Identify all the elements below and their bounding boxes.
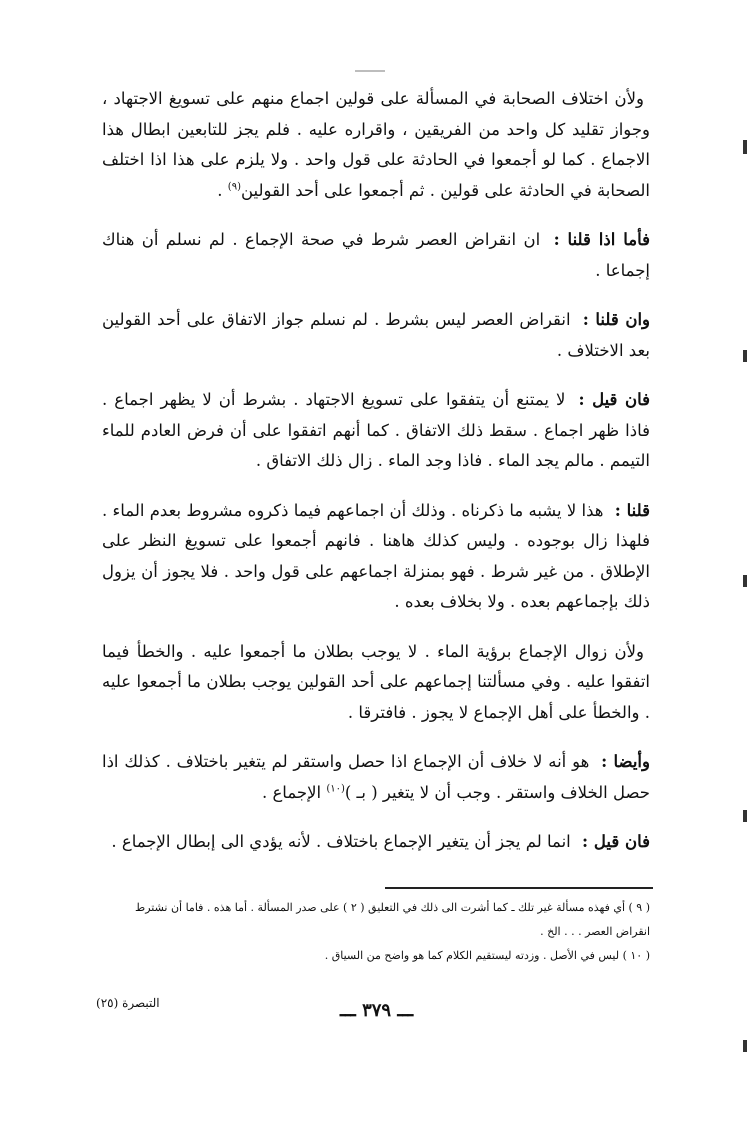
paragraph-end: الإجماع . (261, 782, 327, 802)
paragraph-end: . (217, 180, 228, 200)
paragraph-6 (102, 637, 650, 729)
paragraph-2 (102, 225, 650, 286)
paragraph-text: لا يمتنع أن يتفقوا على تسويغ الاجتهاد . بشرط أن لا يظهر اجماع . فاذا ظهر اجماع . سقط ذلك الاتفاق . كما أنهم اتفقوا على أن فرض العادم للماء التيمم . مالم يجد الماء . فاذا وجد الماء . زال ذلك الاتفاق . (102, 390, 650, 470)
page-number: ـــ ٣٧٩ ـــ (340, 1000, 414, 1021)
footnote-9: ( ٩ ) أي فهذه مسألة غير تلك ـ كما أشرت الى ذلك في التعليق ( ٢ ) على صدر المسألة . أما هذه . فاما أن نشترط انقراض العصر . . . الخ . (135, 901, 650, 938)
paragraph-lead: فان قيل : (582, 832, 650, 851)
footnote-10: ( ١٠ ) ليس في الأصل . وزدته ليستقيم الكلام كما هو واضح من السياق . (324, 949, 650, 962)
paragraph-text: هذا لا يشبه ما ذكرناه . وذلك أن اجماعهم فيما ذكروه مشروط بعدم الماء . فلهذا زال بوجوده . وليس كذلك هاهنا . فانهم أجمعوا على تسويغ النظر على الإطلاق . من غير شرط . فهو بمنزلة اجماعهم على قول واحد . فلا يجوز أن يزول ذلك بإجماعهم بعده . ولا بخلاف بعده . (102, 500, 650, 611)
paragraph-7 (102, 747, 650, 808)
paragraph-3 (102, 305, 650, 366)
paragraph-text: ان انقراض العصر شرط في صحة الإجماع . لم نسلم أن هناك إجماعا . (102, 230, 650, 280)
paragraph-text: ولأن زوال الإجماع برؤية الماء . لا يوجب بطلان ما أجمعوا عليه . والخطأ فيما اتفقوا عليه . وفي مسألتنا إجماعهم على أحد القولين يوجب بطلان ما أجمعوا عليه . والخطأ على أهل الإجماع لا يجوز . فافترقا . (102, 641, 650, 722)
footnote-reference: (٩) (227, 181, 241, 192)
scan-edge-mark (743, 140, 747, 154)
paragraph-lead: قلنا : (614, 500, 650, 520)
paragraph-lead: فان قيل : (578, 390, 650, 409)
paragraph-lead: وأيضا : (601, 752, 650, 771)
paragraph-4 (102, 385, 650, 477)
paragraph-8 (102, 827, 650, 858)
paragraph-text: انقراض العصر ليس بشرط . لم نسلم جواز الاتفاق على أحد القولين بعد الاختلاف . (102, 310, 650, 360)
paragraph-text: انما لم يجز أن يتغير الإجماع باختلاف . لأنه يؤدي الى إبطال الإجماع . (111, 832, 577, 851)
paragraph-lead: وان قلنا : (582, 310, 651, 329)
footnote-reference: (١٠) (326, 783, 345, 794)
running-title: التبصرة (٢٥) (96, 996, 160, 1010)
footnote-divider (385, 887, 653, 889)
scan-edge-mark (743, 350, 747, 362)
paragraph-lead: فأما اذا قلنا : (553, 230, 650, 249)
top-decorative-mark (355, 70, 385, 72)
paragraph-text: هو أنه لا خلاف أن الإجماع اذا حصل واستقر لم يتغير باختلاف . كذلك اذا حصل الخلاف واستقر . وجب أن لا يتغير ( بـ ) (102, 752, 650, 802)
main-text (102, 84, 650, 877)
footnotes (102, 896, 650, 968)
paragraph-5 (102, 496, 650, 618)
scan-edge-mark (743, 810, 747, 822)
paragraph-text: ولأن اختلاف الصحابة في المسألة على قولين اجماع منهم على تسويغ الاجتهاد ، وجواز تقليد كل واحد من الفريقين ، واقراره عليه . فلم يجز للتابعين ابطال هذا الاجماع . كما لو أجمعوا في الحادثة على قول واحد . ولا يلزم على هذا اذا اختلف الصحابة في الحادثة على قولين . ثم أجمعوا على أحد القولين (102, 89, 650, 200)
scan-edge-mark (743, 1040, 747, 1052)
scan-edge-mark (743, 575, 747, 587)
paragraph-1 (102, 84, 650, 206)
